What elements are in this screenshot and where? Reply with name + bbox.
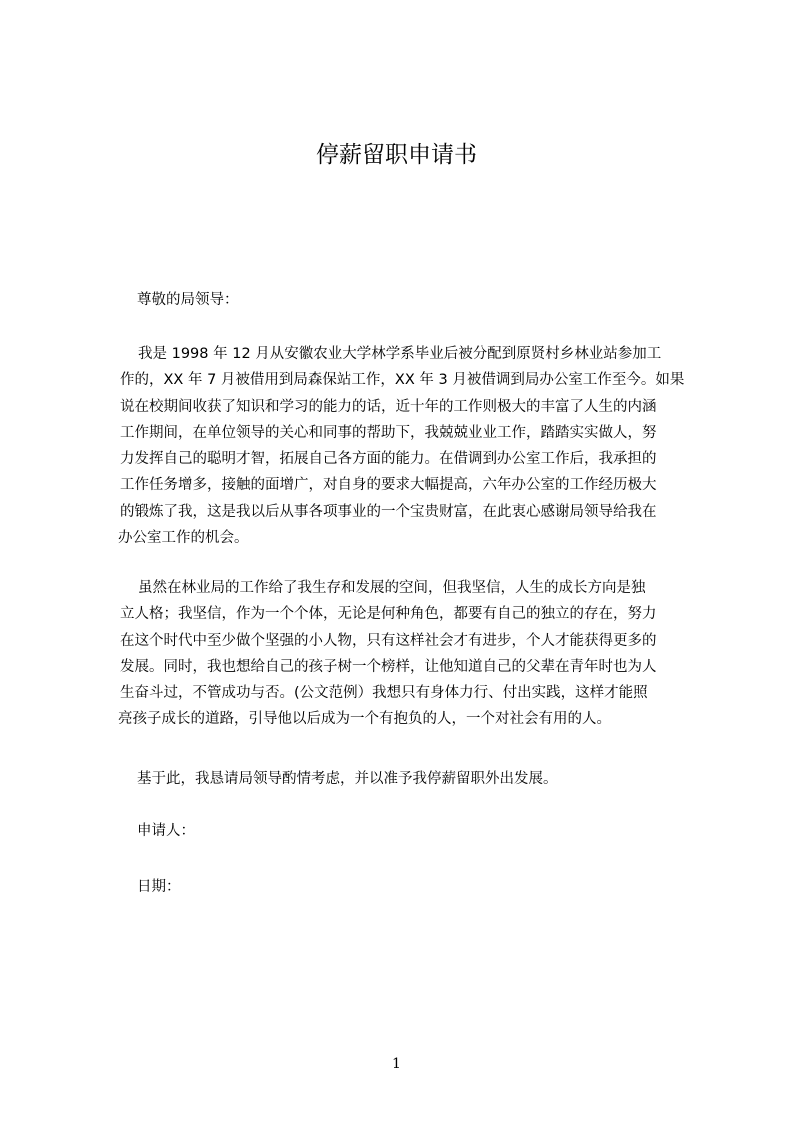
paragraph-line: 办公室工作的机会。 — [118, 530, 249, 547]
paragraph-line: 发展。同时，我也想给自己的孩子树一个榜样，让他知道自己的父辈在青年时也为人 — [120, 658, 657, 675]
paragraph-line: 工作期间，在单位领导的关心和同事的帮助下，我兢兢业业工作，踏踏实实做人，努 — [120, 424, 657, 441]
date-label: 日期： — [137, 879, 181, 895]
paragraph-line: 生奋斗过，不管成功与否。(公文范例）我想只有身体力行、付出实践，这样才能照 — [120, 685, 648, 702]
paragraph-line: 我是 1998 年 12 月从安徽农业大学林学系毕业后被分配到原贤村乡林业站参加工 — [138, 346, 662, 362]
paragraph-reason — [120, 575, 702, 733]
salutation: 尊敬的局领导： — [137, 292, 239, 308]
paragraph-line: 在这个时代中至少做个坚强的小人物，只有这样社会才有进步，个人才能获得更多的 — [120, 632, 657, 649]
paragraph-line: 力发挥自己的聪明才智，拓展自己各方面的能力。在借调到办公室工作后，我承担的 — [120, 451, 657, 468]
paragraph-line: 虽然在林业局的工作给了我生存和发展的空间，但我坚信，人生的成长方向是独 — [138, 580, 646, 596]
closing-request: 基于此，我恳请局领导酌情考虑，并以准予我停薪留职外出发展。 — [137, 771, 558, 787]
paragraph-intro — [120, 341, 702, 551]
paragraph-line: 的锻炼了我，这是我以后从事各项事业的一个宝贵财富，在此衷心感谢局领导给我在 — [120, 503, 657, 520]
paragraph-line: 立人格；我坚信，作为一个个体，无论是何种角色，都要有自己的独立的存在，努力 — [120, 606, 657, 623]
applicant-label: 申请人： — [137, 823, 195, 839]
page-title: 停薪留职申请书 — [316, 142, 477, 168]
paragraph-line: 工作任务增多，接触的面增广，对自身的要求大幅提高，六年办公室的工作经历极大 — [120, 477, 657, 494]
page-number: 1 — [392, 1056, 401, 1072]
paragraph-line: 亮孩子成长的道路，引导他以后成为一个有抱负的人，一个对社会有用的人。 — [118, 711, 611, 728]
paragraph-line: 作的，XX 年 7 月被借用到局森保站工作，XX 年 3 月被借调到局办公室工作至今。如果 — [120, 372, 685, 389]
paragraph-line: 说在校期间收获了知识和学习的能力的话，近十年的工作则极大的丰富了人生的内涵 — [120, 398, 657, 415]
